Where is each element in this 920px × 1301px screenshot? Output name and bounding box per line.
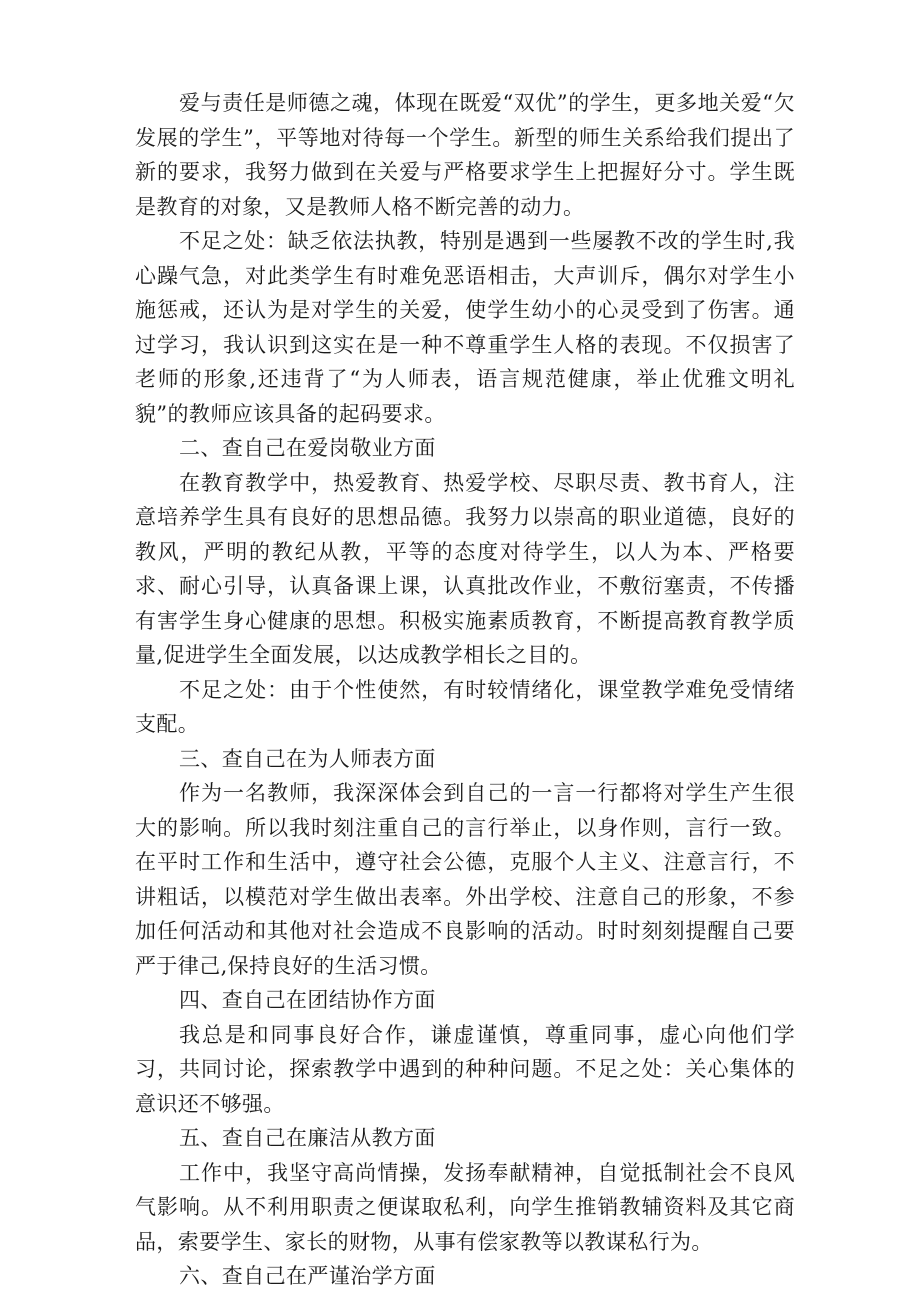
paragraph-shortcoming-emotion: 不足之处：由于个性使然，有时较情绪化，课堂教学难免受情绪支配。 [135, 677, 795, 736]
paragraph-dedication: 在教育教学中，热爱教育、热爱学校、尽职尽责、教书育人，注意培养学生具有良好的思想品德。我努力以崇高的职业道德，良好的教风，严明的教纪从教，平等的态度对待学生，以人为本、严格要求、耐心引导，认真备课上课，认真批改作业，不敷衍塞责，不传播有害学生身心健康的思想。积极实施素质教育，不断提高教育教学质量,促进学生全面发展，以达成教学相长之目的。 [135, 470, 795, 667]
paragraph-integrity: 工作中，我坚守高尚情操，发扬奉献精神，自觉抵制社会不良风气影响。从不利用职责之便谋取私利，向学生推销教辅资料及其它商品，索要学生、家长的财物，从事有偿家教等以教谋私行为。 [135, 1160, 795, 1254]
section-heading-scholarship: 六、查自己在严谨治学方面 [179, 1264, 436, 1288]
paragraph-teamwork: 我总是和同事良好合作，谦虚谨慎，尊重同事，虚心向他们学习，共同讨论，探索教学中遇到的种种问题。不足之处：关心集体的意识还不够强。 [135, 1022, 795, 1116]
paragraph-love-responsibility: 爱与责任是师德之魂，体现在既爱“双优”的学生，更多地关爱“欠发展的学生”，平等地对待每一个学生。新型的师生关系给我们提出了新的要求，我努力做到在关爱与严格要求学生上把握好分寸。学生既是教育的对象，又是教师人格不断完善的动力。 [135, 91, 795, 219]
paragraph-shortcoming-law: 不足之处：缺乏依法执教，特别是遇到一些屡教不改的学生时,我心躁气急，对此类学生有时难免恶语相击，大声训斥，偶尔对学生小施惩戒，还认为是对学生的关爱，使学生幼小的心灵受到了伤害。通过学习，我认识到这实在是一种不尊重学生人格的表现。不仅损害了老师的形象,还违背了“为人师表，语言规范健康，举止优雅文明礼貌”的教师应该具备的起码要求。 [135, 229, 795, 426]
section-heading-teamwork: 四、查自己在团结协作方面 [179, 988, 436, 1012]
section-heading-role-model: 三、查自己在为人师表方面 [179, 746, 436, 771]
paragraph-role-model: 作为一名教师，我深深体会到自己的一言一行都将对学生产生很大的影响。所以我时刻注重自己的言行举止，以身作则，言行一致。在平时工作和生活中，遵守社会公德，克服个人主义、注意言行，不讲粗话，以模范对学生做出表率。外出学校、注意自己的形象，不参加任何活动和其他对社会造成不良影响的活动。时时刻刻提醒自己要严于律己,保持良好的生活习惯。 [135, 781, 795, 978]
section-heading-dedication: 二、查自己在爱岗敬业方面 [179, 436, 436, 460]
section-heading-integrity: 五、查自己在廉洁从教方面 [179, 1126, 436, 1150]
document-body [135, 86, 795, 1294]
